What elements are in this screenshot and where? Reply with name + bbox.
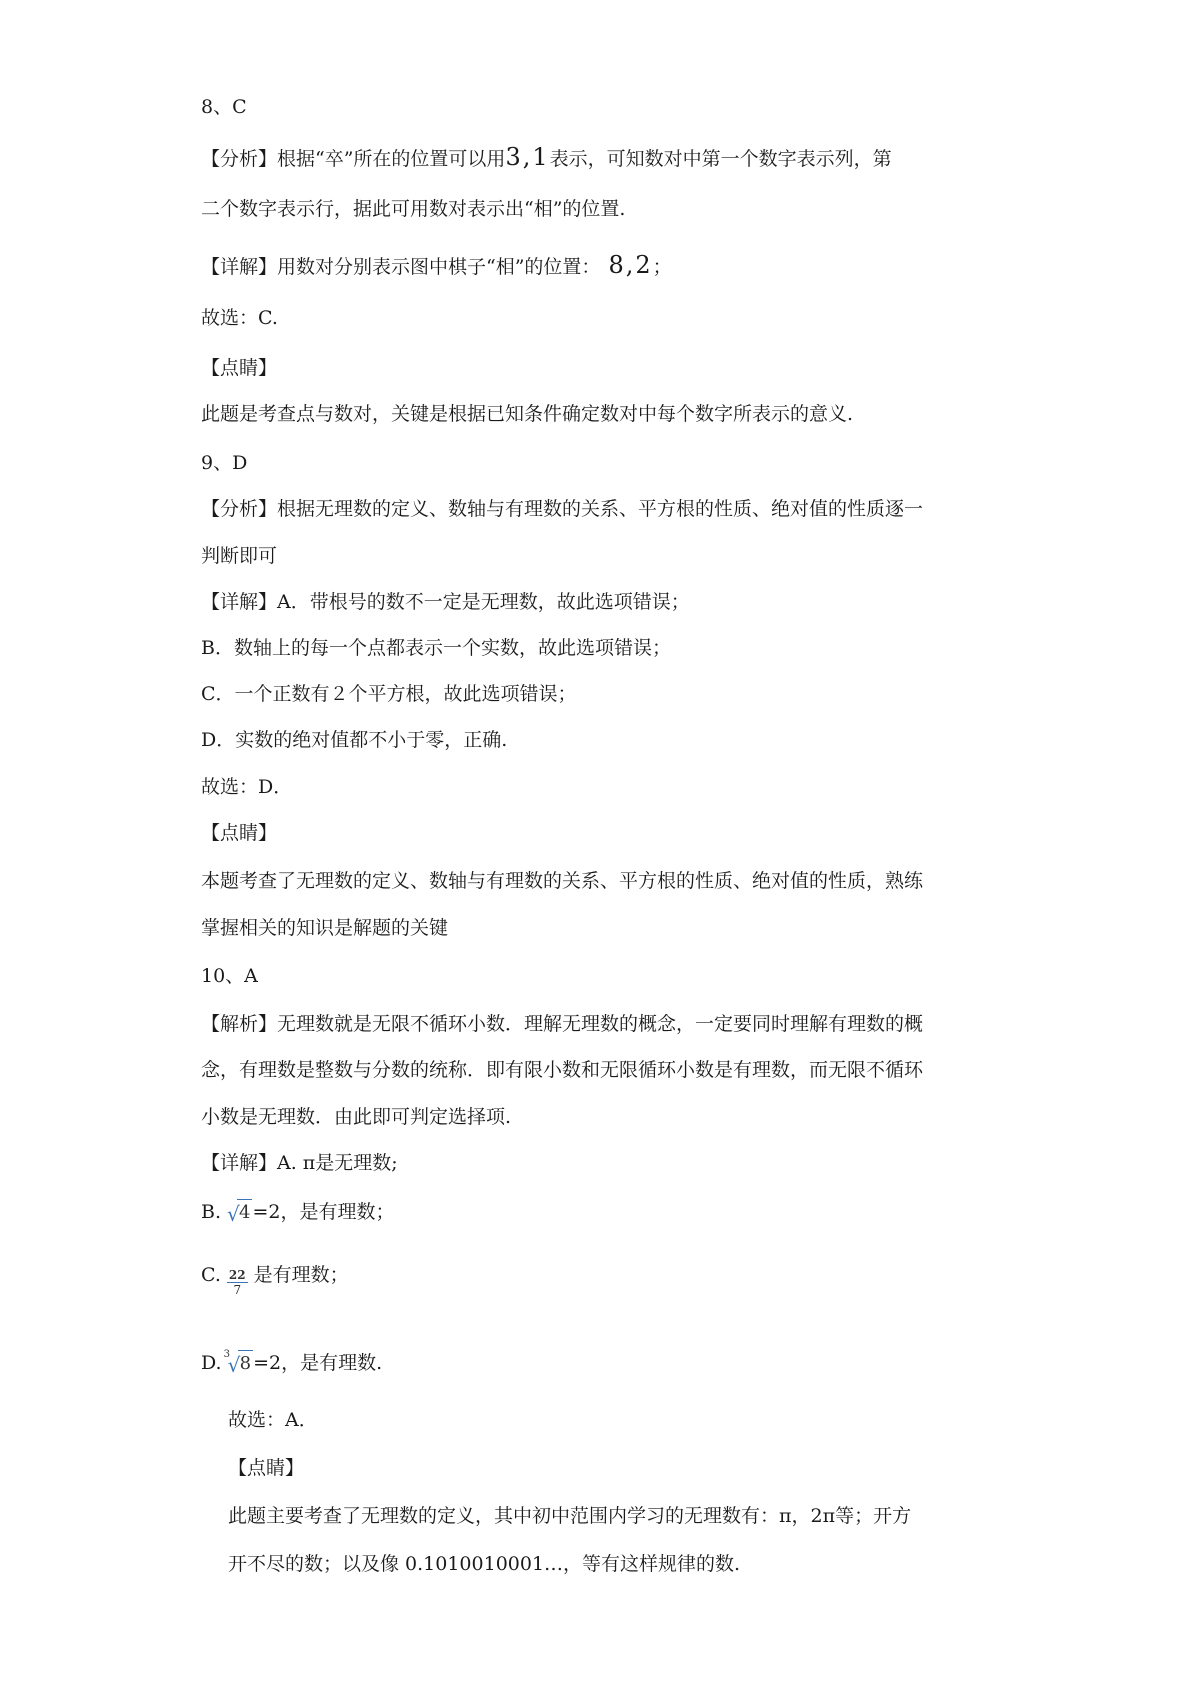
q10-choice: 故选：A．: [228, 1409, 318, 1431]
fraction-denominator: 7: [233, 1283, 242, 1297]
fraction-numerator: 22: [228, 1268, 246, 1282]
q10-note-line1: 此题主要考查了无理数的定义，其中初中范围内学习的无理数有：π，2π等；开方: [228, 1505, 912, 1527]
q10-analysis-line1: 【解析】无理数就是无限不循环小数．理解无理数的概念，一定要同时理解有理数的概: [201, 1013, 924, 1035]
q10-option-c-label: C.: [201, 1264, 221, 1286]
q8-detail-coord: 8,2: [608, 251, 653, 279]
q9-note-line2: 掌握相关的知识是解题的关键: [201, 917, 449, 939]
q10-option-b-rest: =2，是有理数；: [252, 1201, 395, 1223]
q8-note: 此题是考查点与数对，关键是根据已知条件确定数对中每个数字所表示的意义.: [201, 403, 854, 425]
q9-analysis-line1: 【分析】根据无理数的定义、数轴与有理数的关系、平方根的性质、绝对值的性质逐一: [201, 498, 924, 520]
q8-detail-text-b: ；: [652, 256, 672, 278]
q8-analysis-line2: 二个数字表示行，据此可用数对表示出“相”的位置.: [201, 198, 626, 220]
q9-header: 9、D: [201, 452, 248, 474]
q8-analysis-line1: [201, 144, 892, 172]
q10-option-b-label: B.: [201, 1201, 222, 1223]
q8-detail-text-a: 【详解】用数对分别表示图中棋子“相”的位置：: [201, 256, 601, 278]
q8-analysis-text-b: 表示，可知数对中第一个数字表示列，第: [549, 148, 892, 170]
q10-analysis-line3: 小数是无理数．由此即可判定选择项.: [201, 1106, 512, 1128]
q9-analysis-line2: 判断即可: [201, 545, 278, 567]
q8-analysis-coord: 3,1: [505, 143, 550, 171]
q10-option-b: [201, 1199, 394, 1226]
q9-detail-c: C．一个正数有２个平方根，故此选项错误；: [201, 683, 577, 705]
q10-detail-a: 【详解】A. π是无理数;: [201, 1152, 398, 1174]
q9-detail-d: D．实数的绝对值都不小于零，正确.: [201, 729, 508, 751]
q8-header: 8、C: [201, 96, 247, 118]
q10-header: 10、A: [201, 965, 258, 987]
q9-detail-a: 【详解】A．带根号的数不一定是无理数，故此选项错误；: [201, 591, 690, 613]
q10-analysis-line2: 念，有理数是整数与分数的统称．即有限小数和无限循环小数是有理数，而无限不循环: [201, 1059, 924, 1081]
radical-icon: √: [227, 1202, 240, 1226]
q8-analysis-text-a: 【分析】根据“卒”所在的位置可以用: [201, 148, 506, 170]
q9-choice: 故选：D．: [201, 776, 293, 798]
q10-option-c-rest: 是有理数；: [253, 1264, 349, 1286]
q10-option-c: [201, 1262, 349, 1297]
q10-option-d-rest: =2，是有理数.: [253, 1352, 383, 1374]
cube-root-radicand: 8: [238, 1350, 253, 1377]
q10-note-title: 【点睛】: [228, 1457, 305, 1479]
q9-detail-b: B．数轴上的每一个点都表示一个实数，故此选项错误；: [201, 637, 671, 659]
radical-icon: √: [227, 1353, 241, 1377]
q8-choice: 故选：C.: [201, 307, 278, 329]
q10-note-line2: 开不尽的数；以及像 0.1010010001…，等有这样规律的数.: [228, 1553, 741, 1575]
fraction-twenty-two-sevenths: [227, 1268, 248, 1297]
sqrt-four-radicand: 4: [237, 1199, 252, 1226]
q9-note-line1: 本题考查了无理数的定义、数轴与有理数的关系、平方根的性质、绝对值的性质，熟练: [201, 870, 924, 892]
q10-option-d-label: D.: [201, 1352, 222, 1374]
q10-option-d: [201, 1350, 382, 1377]
cube-root-eight: [223, 1349, 253, 1377]
root-index: 3: [223, 1349, 230, 1360]
q8-note-title: 【点睛】: [201, 357, 278, 379]
sqrt-four: [227, 1199, 252, 1226]
q9-note-title: 【点睛】: [201, 822, 278, 844]
q8-detail: [201, 252, 672, 280]
